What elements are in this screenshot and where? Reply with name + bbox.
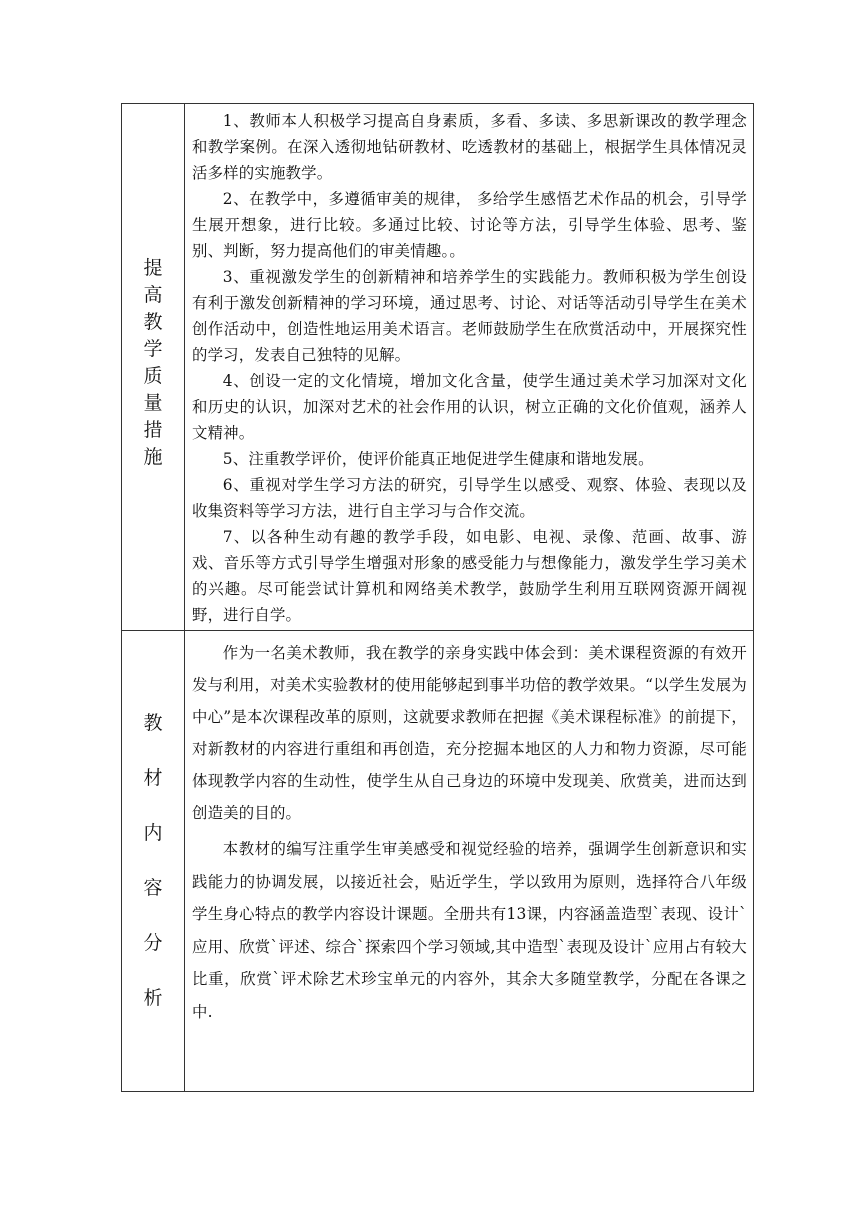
section-label-quality-measures xyxy=(122,104,184,622)
section-label-cell xyxy=(122,104,185,631)
plan-table xyxy=(121,103,754,1092)
label-char: 内 xyxy=(143,822,163,844)
section-content-cell xyxy=(185,104,754,631)
label-char: 施 xyxy=(143,446,163,468)
label-char: 高 xyxy=(143,284,163,306)
section-label-textbook-analysis xyxy=(122,631,184,1091)
measure-paragraph: 7、以各种生动有趣的教学手段，如电影、电视、录像、范画、故事、游戏、音乐等方式引导学生增强对形象的感受能力与想像能力，激发学生学习美术的兴趣。尽可能尝试计算机和网络美术教学，鼓励学生利用互联网资源开阔视野，进行自学。 xyxy=(192,528,747,624)
label-char: 学 xyxy=(143,338,163,360)
label-char: 量 xyxy=(143,392,163,414)
label-char: 教 xyxy=(143,712,163,734)
table-row xyxy=(122,104,754,631)
analysis-paragraph: 作为一名美术教师，我在教学的亲身实践中体会到：美术课程资源的有效开发与利用，对美术实验教材的使用能够起到事半功倍的教学效果。“以学生发展为中心”是本次课程改革的原则，这就要求教师在把握《美术课程标准》的前提下，对新教材的内容进行重组和再创造，充分挖掘本地区的人力和物力资源，尽可能体现教学内容的生动性，使学生从自己身边的环境中发现美、欣赏美，进而达到创造美的目的。 xyxy=(192,644,747,822)
label-char: 教 xyxy=(143,311,163,333)
measure-paragraph: 3、重视激发学生的创新精神和培养学生的实践能力。教师积极为学生创设有利于激发创新精神的学习环境，通过思考、讨论、对话等活动引导学生在美术创作活动中，创造性地运用美术语言。老师鼓励学生在欣赏活动中，开展探究性的学习，发表自己独特的见解。 xyxy=(192,268,747,364)
analysis-paragraph: 本教材的编写注重学生审美感受和视觉经验的培养，强调学生创新意识和实践能力的协调发展，以接近社会，贴近学生，学以致用为原则，选择符合八年级学生身心特点的教学内容设计课题。全册共有13课，内容涵盖造型`表现、设计`应用、欣赏`评述、综合`探索四个学习领域,其中造型`表现及设计`应用占有较大比重，欣赏`评术除艺术珍宝单元的内容外，其余大多随堂教学，分配在各课之中. xyxy=(192,840,747,1021)
label-char: 分 xyxy=(143,932,163,954)
section-label-cell xyxy=(122,631,185,1092)
measure-paragraph: 5、注重教学评价，使评价能真正地促进学生健康和谐地发展。 xyxy=(222,450,654,468)
measure-paragraph: 6、重视对学生学习方法的研究，引导学生以感受、观察、体验、表现以及收集资料等学习方法，进行自主学习与合作交流。 xyxy=(192,476,747,520)
measure-paragraph: 4、创设一定的文化情境，增加文化含量，使学生通过美术学习加深对文化和历史的认识，加深对艺术的社会作用的认识，树立正确的文化价值观，涵养人文精神。 xyxy=(192,372,747,442)
measure-paragraph: 2、在教学中，多遵循审美的规律， 多给学生感悟艺术作品的机会，引导学生展开想象，进行比较。多通过比较、讨论等方法，引导学生体验、思考、鉴别、判断，努力提高他们的审美情趣。。 xyxy=(192,190,747,260)
label-char: 质 xyxy=(143,365,163,387)
label-char: 析 xyxy=(143,987,163,1009)
label-char: 提 xyxy=(143,257,163,279)
label-char: 措 xyxy=(143,419,163,441)
table-row xyxy=(122,631,754,1092)
label-char: 容 xyxy=(143,877,163,899)
label-char: 材 xyxy=(143,767,163,789)
section-content-cell xyxy=(185,631,754,1092)
measure-paragraph: 1、教师本人积极学习提高自身素质，多看、多读、多思新课改的教学理念和教学案例。在深入透彻地钻研教材、吃透教材的基础上，根据学生具体情况灵活多样的实施教学。 xyxy=(192,112,747,182)
